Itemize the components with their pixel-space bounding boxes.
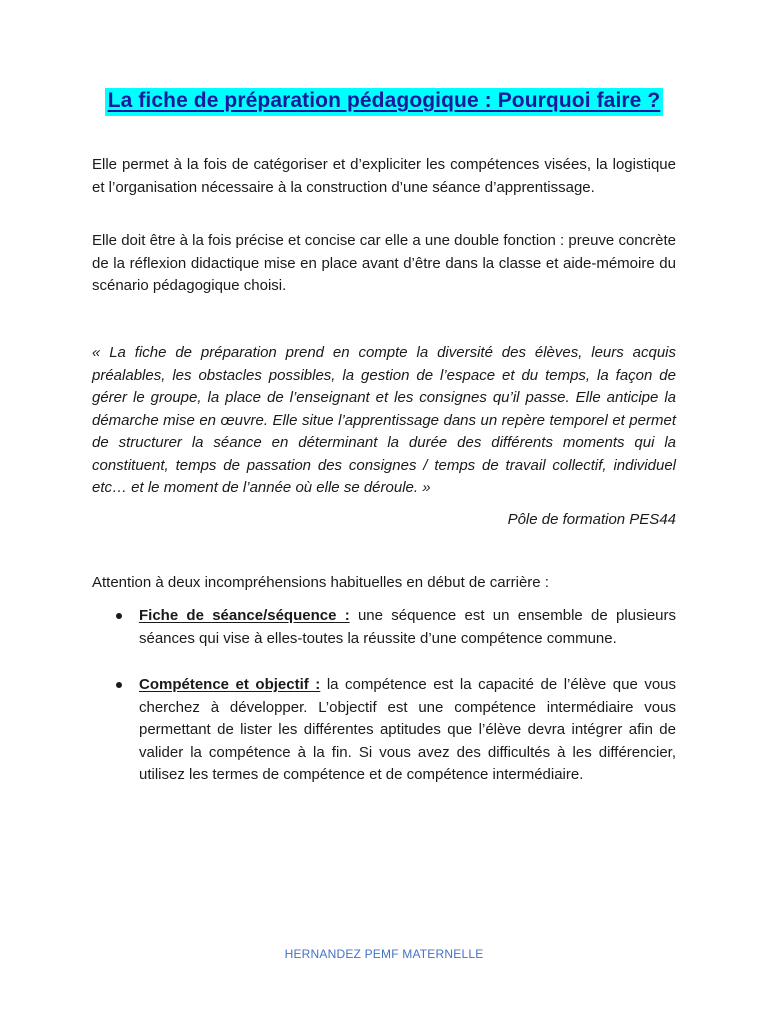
intro-text: Attention à deux incompréhensions habituelles en début de carrière : [92,574,549,591]
bullet-dot-icon [116,613,122,619]
bullet-text: la compétence est la capacité de l’élève que vous cherchez à développer. L’objectif est une compétence intermédiaire vous permettant de lister les différentes aptitudes que l’élève devra intégrer afin de valider la compétence à la fin. Si vous avez des difficultés à les différencier, utilisez les termes de compétence et de compétence intermédiaire. [139,676,677,783]
paragraph-1: Elle permet à la fois de catégoriser et d’expliciter les compétences visées, la logistique et l’organisation nécessaire à la construction d’une séance d’apprentissage. [92,156,676,196]
bullet-dot-icon [116,682,122,688]
title-container [92,88,676,116]
bullet-body [139,605,676,650]
block-quote: « La fiche de préparation prend en compte la diversité des élèves, leurs acquis préalables, les obstacles possibles, la gestion de l’espace et du temps, la façon de gérer le groupe, la place de l’enseignant et les consignes qu’il passe. Elle anticipe la démarche mise en œuvre. Elle situe l’apprentissage dans un repère temporel et permet de structurer la séance en déterminant la durée des différents moments qui la constituent, temps de passation des consignes / temps de travail collectif, individuel etc… et le moment de l’année où elle se déroule. » [92,344,676,496]
bullet-text: une séquence est un ensemble de plusieurs séances qui vise à elles-toutes la réussite d’une compétence commune. [139,607,677,647]
paragraph-2: Elle doit être à la fois précise et concise car elle a une double fonction : preuve concrète de la réflexion didactique mise en place avant d’être dans la classe et aide-mémoire du scénario pédagogique choisi. [92,232,676,294]
quote-source: Pôle de formation PES44 [507,511,676,528]
bullet-body [139,674,676,787]
bullet-item-competence [92,674,676,787]
page-footer: HERNANDEZ PEMF MATERNELLE [284,947,484,961]
bullet-term: Compétence et objectif : [139,676,321,693]
bullet-term: Fiche de séance/séquence : [139,607,350,624]
document-title: La fiche de préparation pédagogique : Pourquoi faire ? [105,88,664,116]
bullet-item-seance [92,605,676,650]
